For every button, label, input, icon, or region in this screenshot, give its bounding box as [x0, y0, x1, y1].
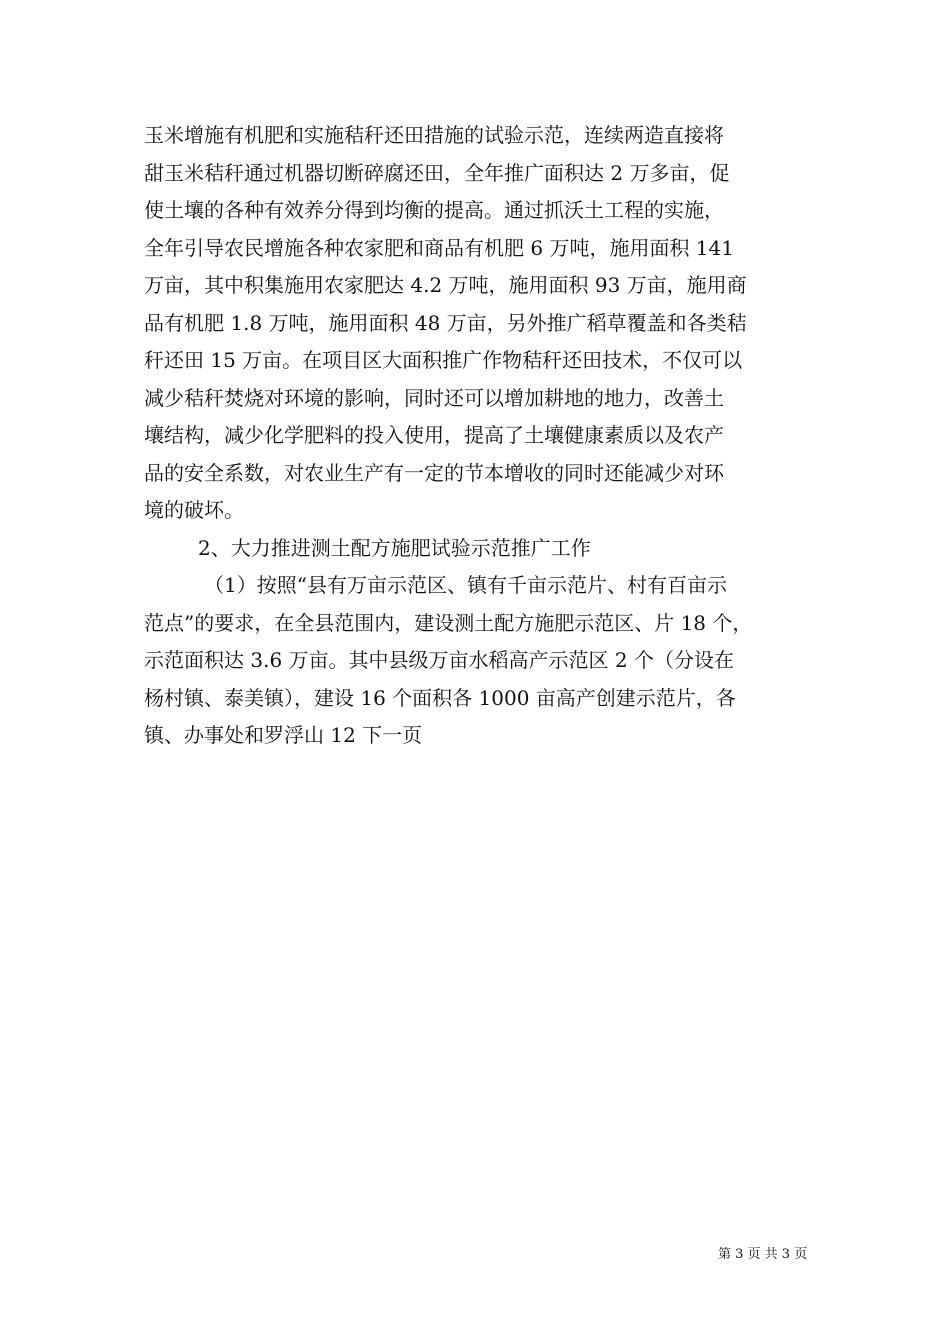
paragraph-line: 示范面积达 3.6 万亩。其中县级万亩水稻高产示范区 2 个（分设在 [144, 648, 734, 672]
page-number-footer: 第 3 页 共 3 页 [718, 1247, 808, 1262]
paragraph-line: 杨村镇、泰美镇），建设 16 个面积各 1000 亩高产创建示范片，各 [144, 685, 736, 710]
section-heading: 2、大力推进测土配方施肥试验示范推广工作 [198, 535, 591, 560]
document-body [144, 117, 812, 755]
paragraph-line: 使土壤的各种有效养分得到均衡的提高。通过抓沃土工程的实施， [144, 198, 724, 222]
paragraph-line: 全年引导农民增施各种农家肥和商品有机肥 6 万吨，施用面积 141 [144, 235, 734, 260]
paragraph-line: （1）按照“县有万亩示范区、镇有千亩示范片、村有百亩示 [204, 573, 727, 597]
paragraph-line: 减少秸秆焚烧对环境的影响，同时还可以增加耕地的地力，改善土 [144, 385, 724, 410]
paragraph-line: 玉米增施有机肥和实施秸秆还田措施的试验示范，连续两造直接将 [144, 123, 724, 147]
paragraph-line: 甜玉米秸秆通过机器切断碎腐还田，全年推广面积达 2 万多亩，促 [144, 160, 730, 185]
paragraph-line: 品有机肥 1.8 万吨，施用面积 48 万亩，另外推广稻草覆盖和各类秸 [144, 310, 747, 335]
paragraph-line: 品的安全系数，对农业生产有一定的节本增收的同时还能减少对环 [144, 460, 724, 485]
paragraph-line: 万亩，其中积集施用农家肥达 4.2 万吨，施用面积 93 万亩，施用商 [144, 273, 747, 297]
paragraph-line: 秆还田 15 万亩。在项目区大面积推广作物秸秆还田技术，不仅可以 [144, 348, 743, 372]
paragraph-line: 镇、办事处和罗浮山 12 下一页 [144, 723, 423, 747]
paragraph-line: 壤结构，减少化学肥料的投入使用，提高了土壤健康素质以及农产 [144, 423, 724, 447]
paragraph-line: 境的破坏。 [144, 498, 244, 522]
paragraph-line: 范点”的要求，在全县范围内，建设测土配方施肥示范区、片 18 个， [144, 610, 753, 635]
